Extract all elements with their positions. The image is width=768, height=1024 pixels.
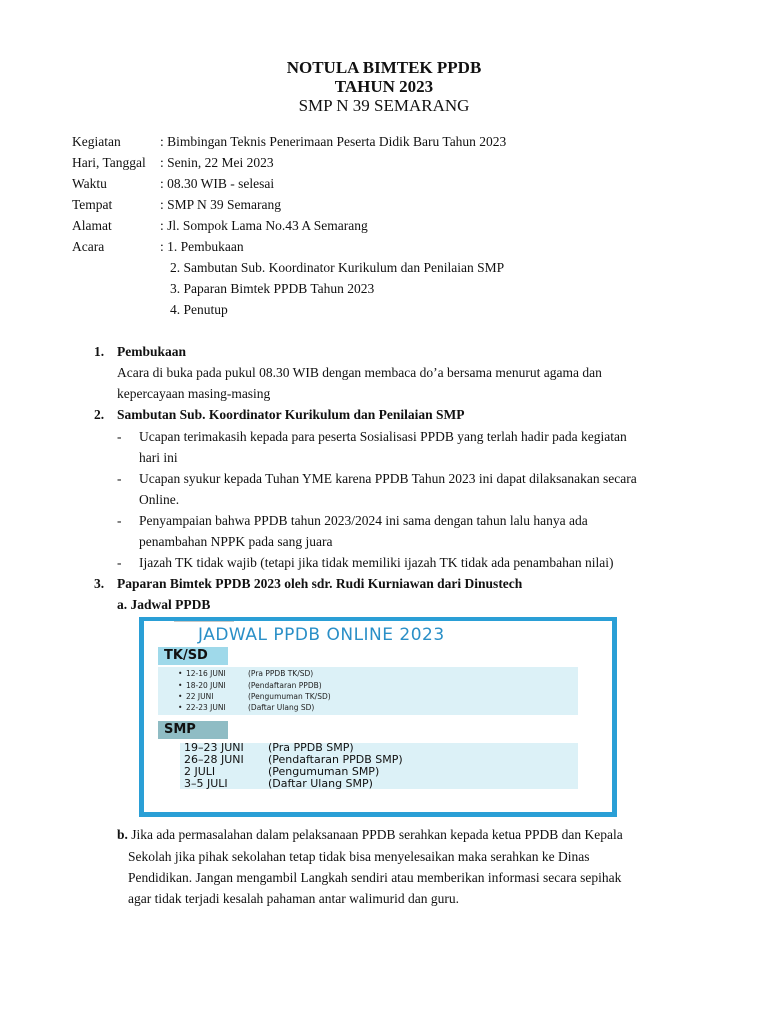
- section-heading-paparan: Paparan Bimtek PPDB 2023 oleh sdr. Rudi Kurniawan dari Dinustech: [117, 576, 523, 591]
- bullet-dot-icon: •: [178, 703, 183, 712]
- info-row-waktu: [72, 176, 274, 192]
- bullet-line: penambahan NPPK pada sang juara: [139, 534, 333, 549]
- info-value: : Senin, 22 Mei 2023: [160, 155, 274, 170]
- doc-year: TAHUN 2023: [334, 77, 434, 96]
- bullet-line: hari ini: [139, 450, 178, 465]
- info-label: Waktu: [72, 176, 107, 191]
- tk-date: 18-20 JUNI: [186, 681, 226, 690]
- tk-date: 12-16 JUNI: [186, 669, 226, 678]
- smp-date: 19–23 JUNI: [184, 741, 244, 754]
- list-marker-b: b.: [117, 827, 128, 842]
- smp-label: SMP: [158, 721, 228, 739]
- bullet-line: Online.: [139, 492, 180, 507]
- info-label: Hari, Tanggal: [72, 155, 146, 170]
- section-number: 1.: [94, 344, 105, 359]
- info-row-alamat: [72, 218, 368, 234]
- smp-desc: (Daftar Ulang SMP): [268, 777, 373, 790]
- smp-desc: (Pendaftaran PPDB SMP): [268, 753, 403, 766]
- doc-title: NOTULA BIMTEK PPDB: [286, 58, 482, 77]
- info-value: : Bimbingan Teknis Penerimaan Peserta Didik Baru Tahun 2023: [160, 134, 507, 149]
- bullet-dot-icon: •: [178, 692, 183, 701]
- schedule-panel: [144, 621, 612, 812]
- tk-row: [178, 669, 313, 679]
- doc-school: SMP N 39 SEMARANG: [298, 96, 470, 115]
- info-row-hari: [72, 155, 274, 171]
- info-label: Acara: [72, 239, 105, 254]
- bullet-dot-icon: •: [178, 681, 183, 690]
- paragraph-line: Pendidikan. Jangan mengambil Langkah sendiri atau memberikan informasi secara sepihak: [128, 870, 622, 885]
- info-value: : 1. Pembukaan: [160, 239, 244, 254]
- bullet-line: Ucapan syukur kepada Tuhan YME karena PPDB Tahun 2023 ini dapat dilaksanakan secara: [139, 471, 637, 486]
- schedule-title: JADWAL PPDB ONLINE 2023: [198, 625, 445, 645]
- agenda-item: 2. Sambutan Sub. Koordinator Kurikulum dan Penilaian SMP: [170, 260, 505, 275]
- bullet-dash: -: [117, 429, 122, 444]
- smp-date: 3–5 JULI: [184, 777, 228, 790]
- tk-row: [178, 703, 314, 713]
- paragraph-line: kepercayaan masing-masing: [117, 386, 271, 401]
- bullet-dash: -: [117, 471, 122, 486]
- paragraph-line: Acara di buka pada pukul 08.30 WIB dengan membaca do’a bersama menurut agama dan: [117, 365, 602, 380]
- smp-desc: (Pengumuman SMP): [268, 765, 380, 778]
- tk-desc: (Pengumuman TK/SD): [248, 692, 331, 701]
- bullet-dot-icon: •: [178, 669, 183, 678]
- bullet-dash: -: [117, 513, 122, 528]
- info-label: Tempat: [72, 197, 113, 212]
- tk-sd-label: TK/SD: [158, 647, 228, 665]
- info-row-tempat: [72, 197, 281, 213]
- section-number: 2.: [94, 407, 105, 422]
- smp-date: 26–28 JUNI: [184, 753, 244, 766]
- info-value: : SMP N 39 Semarang: [160, 197, 281, 212]
- paragraph-line: Jika ada permasalahan dalam pelaksanaan PPDB serahkan kepada ketua PPDB dan Kepala: [127, 827, 623, 842]
- section-heading-pembukaan: Pembukaan: [117, 344, 187, 359]
- tk-desc: (Pra PPDB TK/SD): [248, 669, 314, 678]
- tk-row: [178, 681, 322, 691]
- smp-desc: (Pra PPDB SMP): [268, 741, 354, 754]
- tk-desc: (Pendaftaran PPDB): [248, 681, 322, 690]
- info-value: : Jl. Sompok Lama No.43 A Semarang: [160, 218, 368, 233]
- bullet-dash: -: [117, 555, 122, 570]
- divider: [174, 621, 234, 622]
- info-row-acara: [72, 239, 244, 255]
- paragraph-line: agar tidak terjadi kesalah pahaman antar walimurid dan guru.: [128, 891, 459, 906]
- agenda-item: 4. Penutup: [170, 302, 228, 317]
- smp-date: 2 JULI: [184, 765, 216, 778]
- section-number: 3.: [94, 576, 105, 591]
- bullet-line: Ucapan terimakasih kepada para peserta Sosialisasi PPDB yang terlah hadir pada kegiatan: [139, 429, 627, 444]
- info-row-kegiatan: [72, 134, 506, 150]
- section-heading-sambutan: Sambutan Sub. Koordinator Kurikulum dan Penilaian SMP: [117, 407, 465, 422]
- info-label: Alamat: [72, 218, 112, 233]
- info-value: : 08.30 WIB - selesai: [160, 176, 275, 191]
- bullet-line: Ijazah TK tidak wajib (tetapi jika tidak memiliki ijazah TK tidak ada penambahan nilai): [139, 555, 614, 570]
- agenda-item: 3. Paparan Bimtek PPDB Tahun 2023: [170, 281, 375, 296]
- paragraph-line: Sekolah jika pihak sekolahan tetap tidak bisa menyelesaikan maka serahkan ke Dinas: [128, 849, 590, 864]
- bullet-line: Penyampaian bahwa PPDB tahun 2023/2024 ini sama dengan tahun lalu hanya ada: [139, 513, 588, 528]
- smp-row: [184, 778, 373, 790]
- schedule-image: [139, 617, 617, 817]
- tk-date: 22 JUNI: [186, 692, 214, 701]
- paragraph-b-first-line: [117, 827, 623, 843]
- info-label: Kegiatan: [72, 134, 121, 149]
- tk-date: 22-23 JUNI: [186, 703, 226, 712]
- subheading-jadwal: a. Jadwal PPDB: [117, 597, 211, 612]
- tk-desc: (Daftar Ulang SD): [248, 703, 315, 712]
- tk-row: [178, 692, 331, 702]
